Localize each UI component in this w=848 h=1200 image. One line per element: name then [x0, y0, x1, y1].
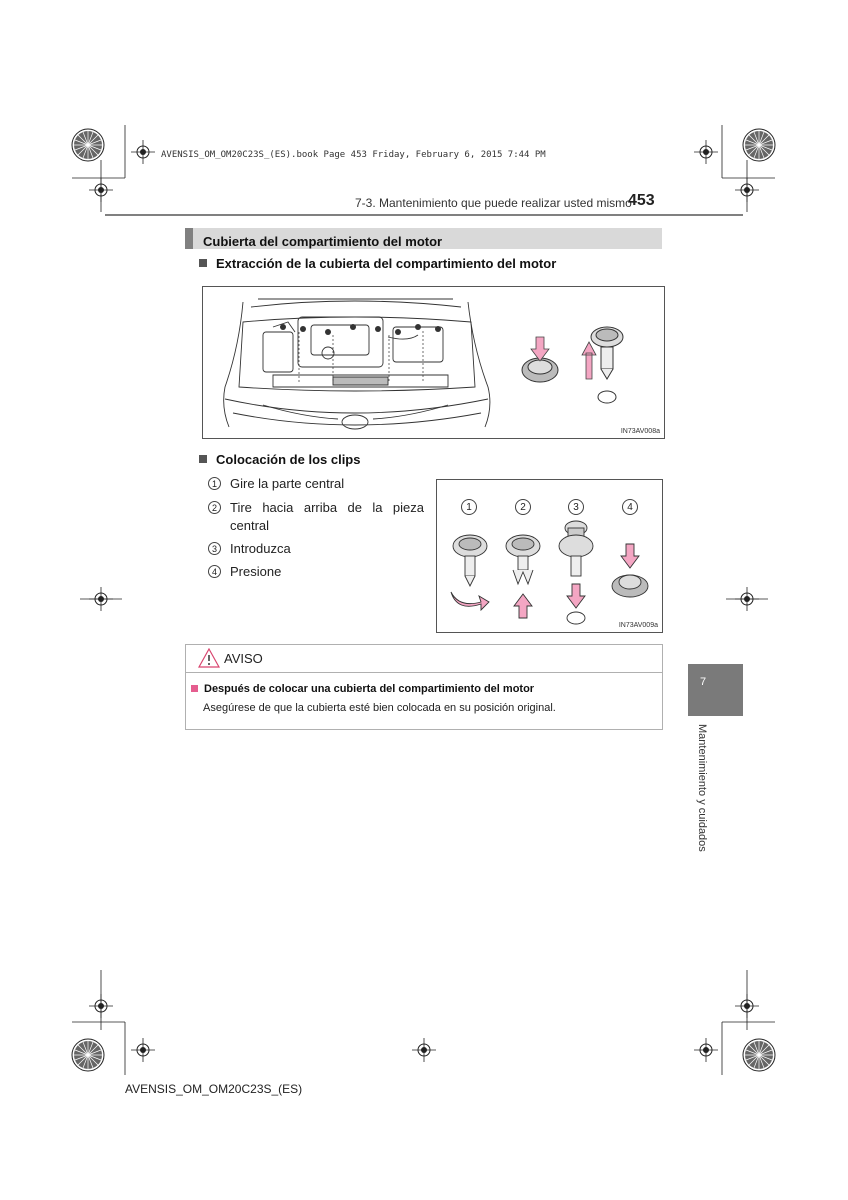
figure-label-4: 4: [622, 499, 638, 515]
warning-triangle-icon: [198, 648, 220, 668]
step-text: Tire hacia arriba de la pieza central: [230, 500, 424, 533]
clips-figure: [436, 479, 663, 633]
bullet-square: [199, 455, 207, 463]
step-text: Introduzca: [230, 541, 291, 556]
removal-heading-text: Extracción de la cubierta del compartimiento del motor: [216, 256, 557, 271]
removal-heading: [199, 256, 556, 271]
chapter-tab: 7: [688, 664, 743, 716]
step-4: [208, 563, 424, 583]
figure-code-2: IN73AV009a: [618, 622, 658, 629]
step-number: 3: [208, 542, 221, 555]
bullet-square: [199, 259, 207, 267]
header-rule: [105, 214, 743, 216]
clip-steps-illustration: [437, 480, 662, 632]
warning-text: Asegúrese de que la cubierta esté bien colocada en su posición original.: [203, 702, 556, 714]
warning-box: [185, 644, 663, 730]
chapter-label: Mantenimiento y cuidados: [696, 724, 708, 852]
figure-label-2: 2: [515, 499, 531, 515]
clips-heading: [199, 452, 360, 467]
figure-label-3: 3: [568, 499, 584, 515]
footer-doc-id: AVENSIS_OM_OM20C23S_(ES): [125, 1082, 303, 1096]
warning-label: AVISO: [224, 651, 263, 666]
clips-heading-text: Colocación de los clips: [216, 452, 361, 467]
engine-illustration: [203, 287, 664, 438]
pink-bullet-square: [191, 685, 198, 692]
print-info: AVENSIS_OM_OM20C23S_(ES).book Page 453 Friday, February 6, 2015 7:44 PM: [161, 150, 546, 160]
header-title: 7-3. Mantenimiento que puede realizar usted mismo: [355, 196, 632, 210]
step-3: [208, 540, 424, 560]
figure-label-1: 1: [461, 499, 477, 515]
page-number: 453: [628, 192, 655, 209]
step-number: 2: [208, 501, 221, 514]
step-text: Gire la parte central: [230, 476, 345, 491]
engine-cover-figure: [202, 286, 665, 439]
step-text: Presione: [230, 564, 282, 579]
warning-subheading: [191, 683, 534, 695]
warning-subheading-text: Después de colocar una cubierta del compartimiento del motor: [204, 683, 535, 695]
step-2: [208, 499, 424, 537]
step-number: 4: [208, 565, 221, 578]
warning-header: [186, 645, 662, 673]
section-title: Cubierta del compartimiento del motor: [185, 228, 662, 249]
step-number: 1: [208, 477, 221, 490]
figure-code-1: IN73AV008a: [620, 428, 660, 435]
step-1: [208, 475, 424, 495]
